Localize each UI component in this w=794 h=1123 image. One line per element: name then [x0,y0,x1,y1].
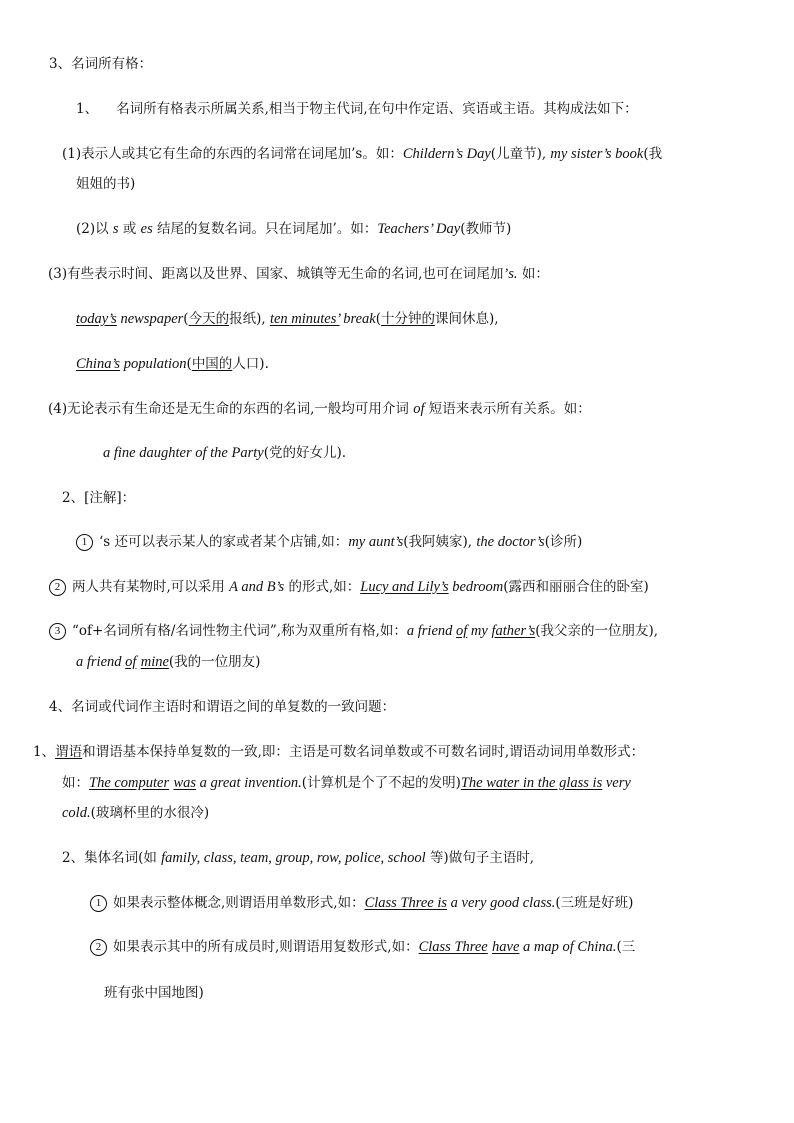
underlined-phrase: mine [140,654,169,670]
translation: 人口). [232,356,269,372]
rule-text: (4)无论表示有生命还是无生命的东西的名词,一般均可用介词 [48,401,414,417]
item-number: 1、 [33,744,56,760]
underlined-translation: 十分钟的 [381,311,435,327]
underlined-translation: 中国的 [191,356,233,372]
translation: (三班是好班) [555,895,634,911]
rule-text: 如： [517,266,549,282]
translation: ( [186,356,192,372]
note-2 [49,577,649,597]
case-2 [90,937,635,957]
case-text: 如果表示整体概念,则谓语用单数形式,如： [113,895,365,911]
case-1 [90,893,633,913]
underlined-phrase: The water in the glass is [460,775,603,791]
translation: (党的好女儿). [263,445,347,461]
point-1 [33,742,644,762]
underlined-phrase: China’s [76,356,121,372]
example-phrase: bedroom [448,579,504,595]
circled-number: 2 [90,939,107,956]
underlined-phrase: Class Three [418,939,488,955]
rule-text: 或 [118,221,141,237]
point-text: 等)做句子主语时, [425,850,534,866]
note-1 [76,532,582,552]
rule-text: (3)有些表示时间、距离以及世界、国家、城镇等无生命的名词,也可在词尾加 [48,266,504,282]
section-3-title: 3、名词所有格： [49,56,153,72]
underlined-phrase: of [456,623,468,639]
rule-text: 结尾的复数名词。只在词尾加’。如： [152,221,378,237]
translation: ( [375,311,381,327]
section-4-title: 4、名词或代词作主语时和谓语之间的单复数的一致问题： [49,699,396,715]
point-1-example-cont [62,803,209,823]
rule-4-line [48,399,591,419]
example-phrase: newspaper [116,311,184,327]
translation: 课间休息), [435,311,499,327]
example-phrase: population [120,356,187,372]
rule-1-line [62,144,662,164]
example-phrase: very [602,775,631,791]
example-phrase: family, class, team, group, row, police, school [161,850,426,866]
note-3-cont [76,652,260,672]
underlined-phrase: father’s [491,623,536,639]
translation: (计算机是个了不起的发明) [301,775,461,791]
item-number: 1、 [76,101,99,117]
translation: (玻璃杯里的水很冷) [90,805,210,821]
underlined-phrase: ten minutes’ [269,311,340,327]
note-text: “of+名词所有格/名词性物主代词”,称为双重所有格,如： [72,623,407,639]
translation: (诊所) [544,534,583,550]
underlined-phrase: of [125,654,137,670]
example-phrase: a great invention. [196,775,302,791]
example-phrase: a friend [76,654,126,670]
case-2-cont: 班有张中国地图) [104,985,204,1001]
circled-number: 1 [90,895,107,912]
example-phrase: Childern’s Day [402,146,491,162]
translation: (我的一位朋友) [168,654,261,670]
underlined-phrase: Lucy and Lily’s [360,579,449,595]
underlined-phrase: today’s [76,311,117,327]
translation: (我阿姨家), [403,534,477,550]
translation: (三 [616,939,636,955]
suffix-es: es [140,221,153,237]
note-text: 两人共有某物时,可以采用 [72,579,230,595]
rule-1-line-cont: 姐姐的书) [76,176,136,192]
example-phrase: Teachers’ Day [377,221,461,237]
example-phrase: A and B’s [229,579,285,595]
circled-number: 2 [49,579,66,596]
rule-text: 名词所有格表示所属关系,相当于物主代词,在句中作定语、宾语或主语。其构成法如下： [116,101,638,117]
point-text: 如： [62,775,89,791]
note-3 [49,621,658,641]
point-text: 和谓语基本保持单复数的一致,即：主语是可数名词单数或不可数名词时,谓语动词用单数形式： [82,744,645,760]
example-phrase: my aunt’s [348,534,404,550]
rule-3-line [48,264,549,284]
suffix-apostrophe-s: ’s. [503,266,518,282]
example-phrase: cold. [62,805,91,821]
point-2 [62,848,534,868]
example-phrase: a map of China. [519,939,617,955]
circled-number: 3 [49,623,66,640]
circled-number: 1 [76,534,93,551]
example-phrase: a friend [406,623,457,639]
rule-1-intro [76,99,638,119]
example-line-1 [76,309,499,329]
preposition-of: of [413,401,425,417]
point-1-example [62,773,631,793]
translation: ( [183,311,189,327]
note-text: 的形式,如： [284,579,361,595]
example-phrase: my [467,623,492,639]
notes-title: 2、[注解]： [62,490,136,506]
example-line-3 [103,443,346,463]
underlined-translation: 今天的 [188,311,230,327]
translation: (我父亲的一位朋友), [535,623,659,639]
rule-2-line [76,219,511,239]
rule-text: (2)以 [76,221,113,237]
point-text: 2、集体名词(如 [62,850,162,866]
underlined-phrase: Class Three is [364,895,448,911]
note-text: ‘s 还可以表示某人的家或者某个店铺,如： [99,534,349,550]
underlined-phrase: was [173,775,197,791]
rule-text: (1)表示人或其它有生命的东西的名词常在词尾加’s。如： [62,146,403,162]
example-phrase: the doctor’s [476,534,545,550]
underlined-phrase: The computer [89,775,170,791]
case-text: 如果表示其中的所有成员时,则谓语用复数形式,如： [113,939,419,955]
translation: (教师节) [460,221,512,237]
translation: (儿童节), [490,146,551,162]
translation: 报纸), [229,311,270,327]
example-phrase: a very good class. [447,895,556,911]
underlined-phrase: have [492,939,520,955]
example-phrase: a fine daughter of the Party [103,445,264,461]
example-phrase: my sister’s book [550,146,644,162]
underlined-word: 谓语 [55,744,83,760]
example-line-2 [76,354,269,374]
translation: (我 [643,146,663,162]
translation: (露西和丽丽合住的卧室) [503,579,649,595]
suffix-s: s [112,221,119,237]
rule-text: 短语来表示所有关系。如： [424,401,591,417]
example-phrase: break [339,311,376,327]
